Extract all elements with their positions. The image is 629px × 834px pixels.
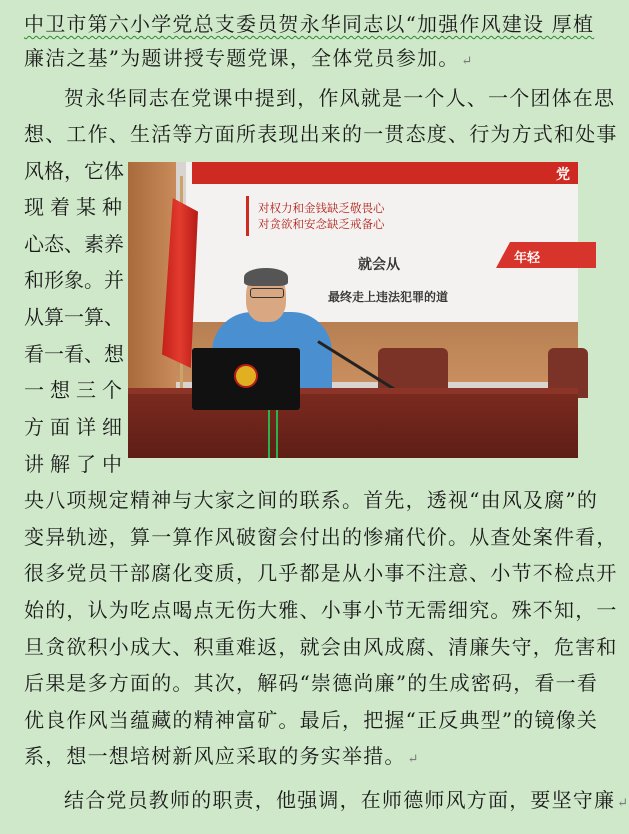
slide-text-line: 对贪欲和安念缺乏戒备心 (258, 217, 385, 231)
wrap-text-line: 现着某种 (24, 195, 128, 219)
slide-tag-text: 年轻 (514, 251, 541, 266)
text-segment: 结合党员教师的职责，他强调，在师德师风方面，要坚守廉 (64, 788, 616, 812)
text-segment: 中卫市第六小学党总支委员贺永华同志以“加强作风建设 厚植 (24, 12, 595, 36)
text-line: 央八项规定精神与大家之间的联系。首先，透视“由风及腐”的 (24, 488, 599, 512)
lecture-photo (128, 162, 578, 458)
text-line (24, 44, 584, 76)
text-line: 很多党员干部腐化变质，几乎都是从小事不注意、小节不检点开 (24, 561, 618, 585)
paragraph-mark-icon: ↵ (407, 752, 420, 767)
slide-accent-bar (246, 196, 249, 236)
wrap-text-line: 和形象。并 (24, 268, 124, 292)
wrap-text-line: 看一看、想 (24, 342, 124, 366)
text-line: 后果是多方面的。其次，解码“崇德尚廉”的生成密码，看一看 (24, 671, 599, 695)
text-line: 优良作风当蕴藏的精神富矿。最后，把握“正反典型”的镜像关 (24, 708, 599, 732)
wrap-text-line: 心态、素养 (24, 232, 124, 256)
glasses (250, 288, 284, 298)
cables (268, 410, 278, 458)
slide-text-line: 就会从 (358, 257, 400, 273)
text-segment: 系，想一想培树新风应采取的务实举措。 (24, 744, 406, 768)
text-line (64, 786, 629, 818)
text-line: 变异轨迹，算一算作风破窗会付出的惨痛代价。从查处案件看， (24, 525, 618, 549)
paragraph-mark-icon: ↵ (617, 796, 629, 811)
wrap-text-line: 方面详细 (24, 415, 128, 439)
laptop-logo-icon (234, 364, 258, 388)
slide-header-bar (192, 162, 578, 184)
wrap-text-line: 讲解了中 (24, 452, 128, 476)
text-line: 旦贪欲积小成大、积重难返，就会由风成腐、清廉失守，危害和 (24, 635, 618, 659)
text-line (24, 10, 595, 38)
speaker-hair (244, 268, 288, 286)
text-line: 始的，认为吃点喝点无伤大雅、小事小节无需细究。殊不知，一 (24, 598, 618, 622)
slide-red-tag (496, 242, 596, 268)
text-segment: 廉洁之基”为题讲授专题党课，全体党员参加。 (24, 46, 460, 70)
wrap-text-line: 风格，它体 (24, 159, 124, 183)
text-line (64, 84, 616, 112)
text-line (24, 742, 584, 774)
text-segment: 贺永华同志在党课中提到，作风就是一个人、一个团体在思 (64, 86, 616, 110)
paragraph-mark-icon: ↵ (461, 54, 474, 69)
text-segment: 想、工作、生活等方面所表现出来的一贯态度、行为方式和处事 (24, 122, 618, 146)
slide-text-line: 对权力和金钱缺乏敬畏心 (258, 201, 385, 215)
slide-text-line: 最终走上违法犯罪的道 (328, 290, 449, 304)
text-line (24, 120, 618, 148)
slide-header-text: 党 (556, 167, 570, 183)
wrap-text-line: 一想三个 (24, 378, 128, 402)
wrap-text-line: 从算一算、 (24, 305, 124, 329)
